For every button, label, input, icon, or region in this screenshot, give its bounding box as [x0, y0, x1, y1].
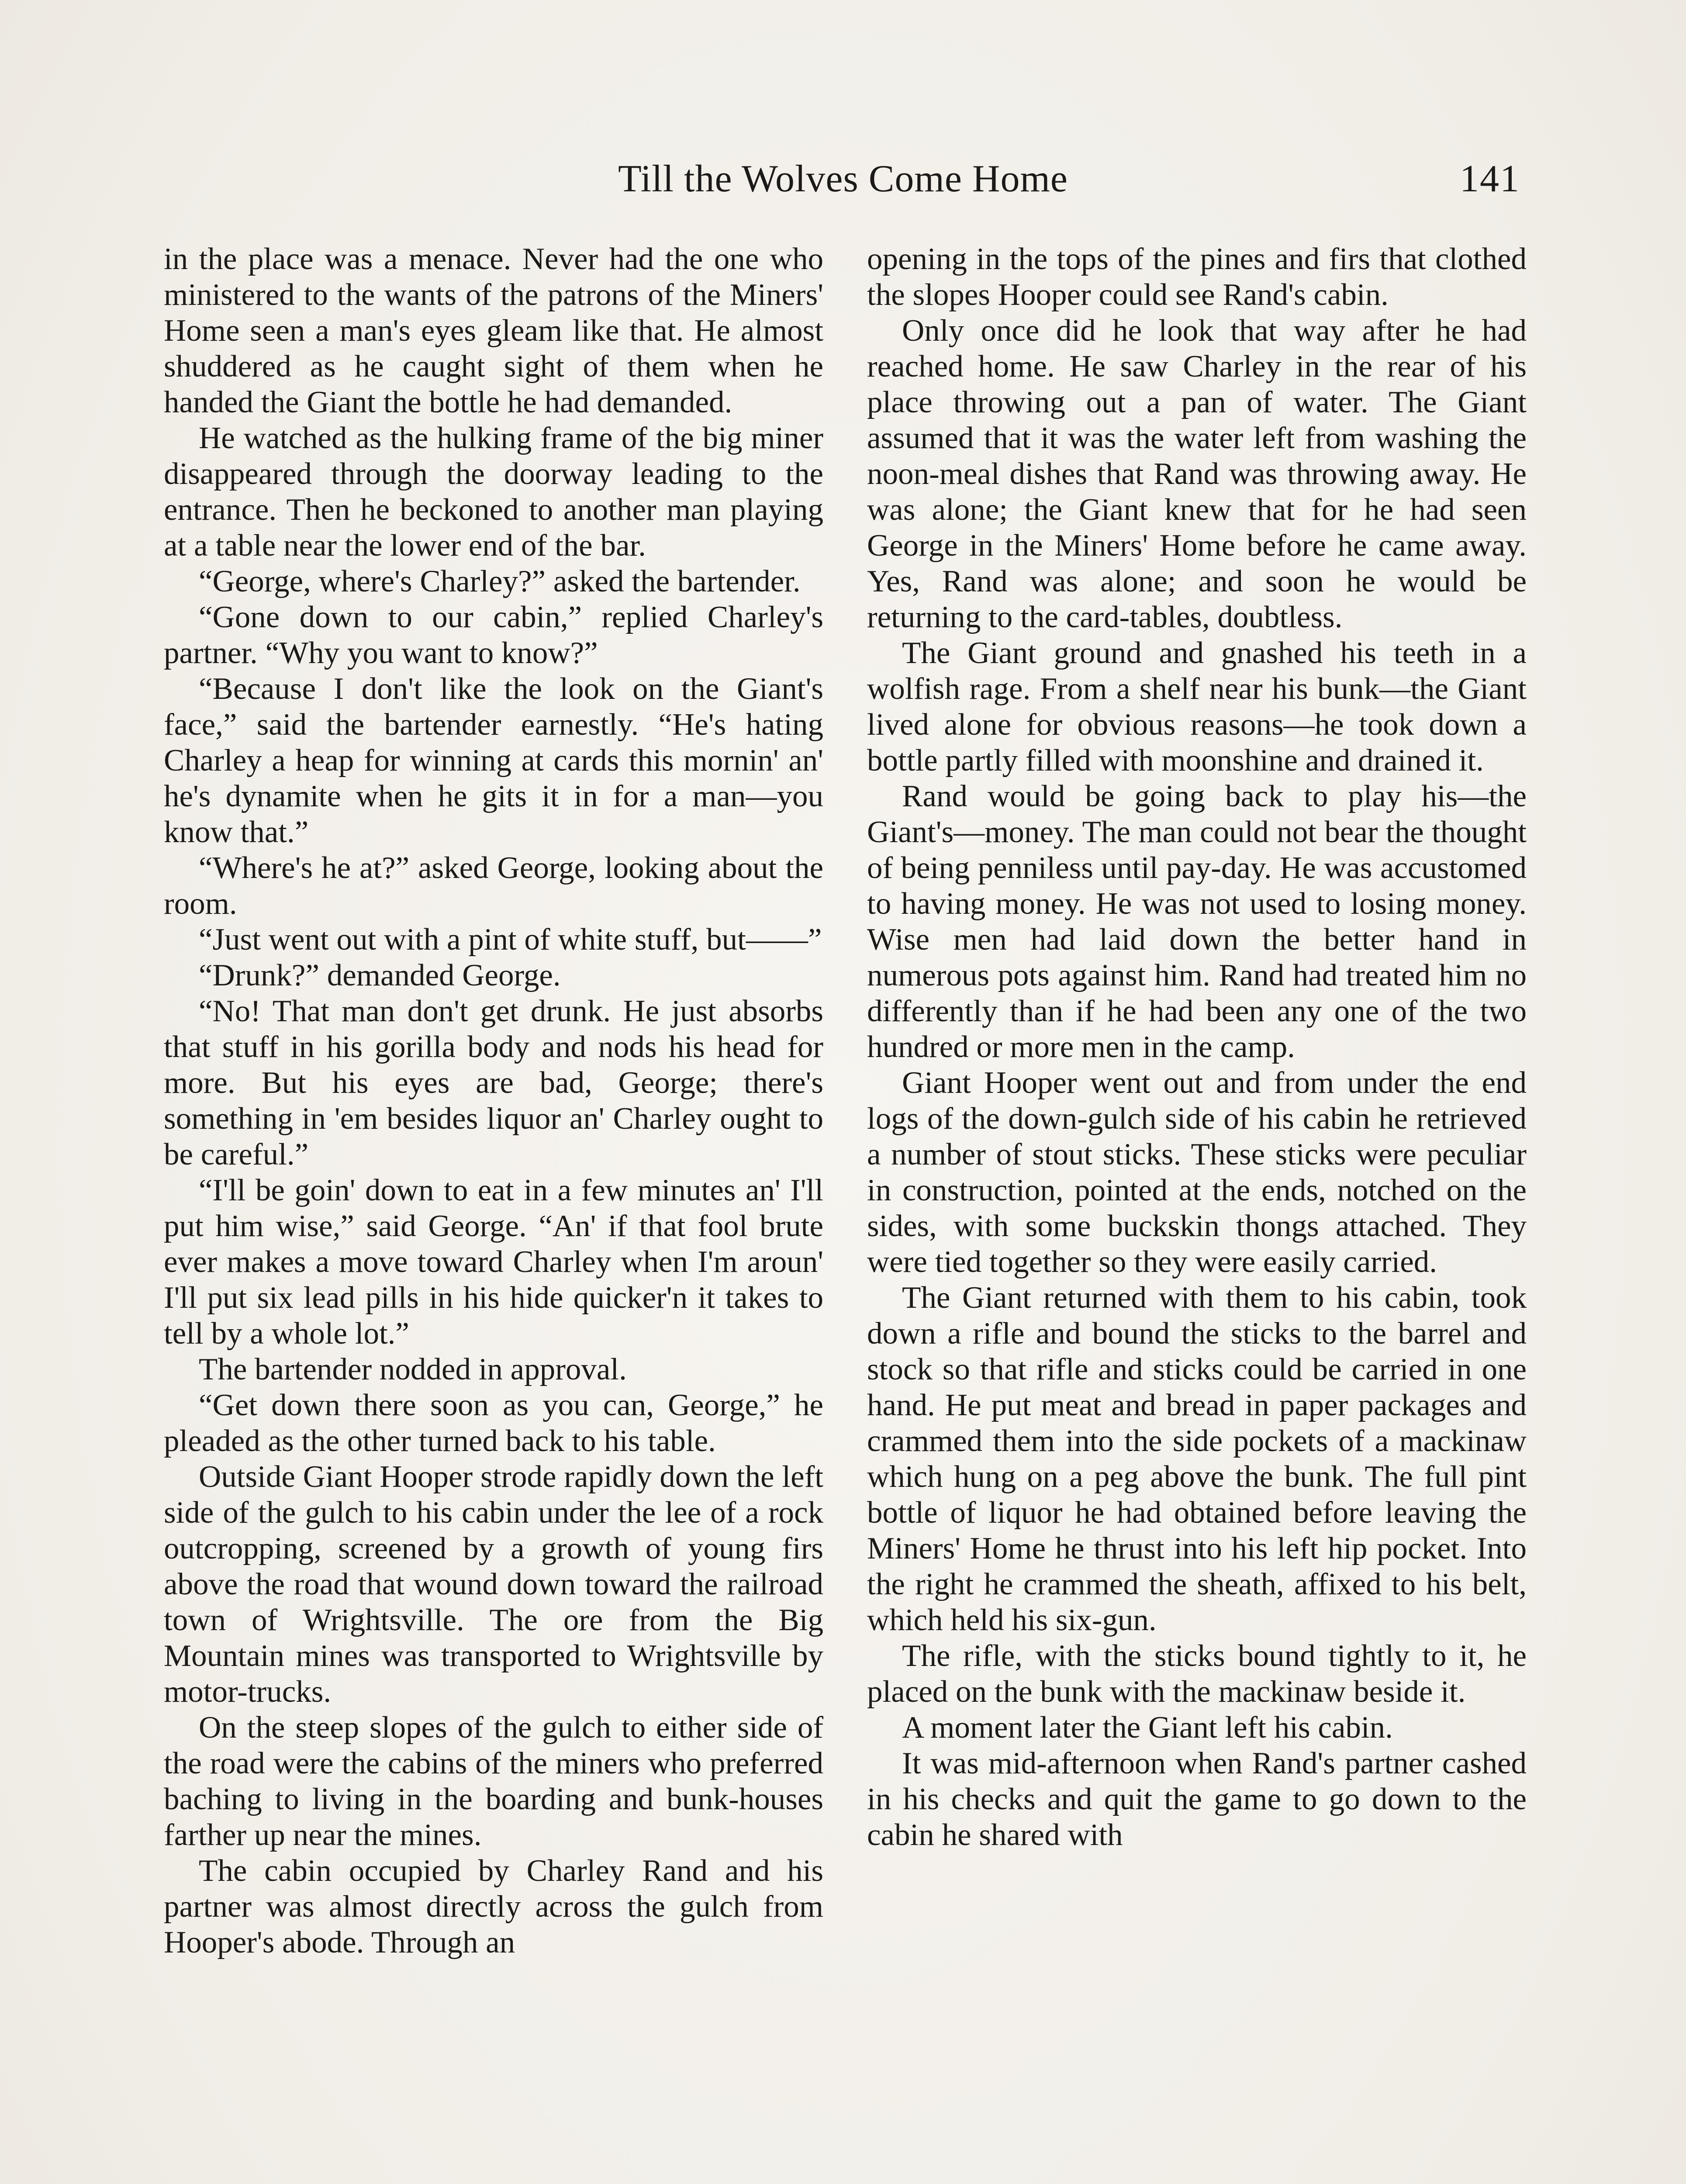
paragraph: A moment later the Giant left his cabin. — [902, 1711, 1393, 1745]
paragraph: It was mid-afternoon when Rand's partner cashed in his checks and quit the game to go down to the cabin he shared with — [867, 1746, 1527, 1852]
paragraph: “Drunk?” demanded George. — [199, 958, 561, 992]
paragraph: “Where's he at?” asked George, looking about the room. — [164, 851, 823, 921]
running-title: Till the Wolves Come Home — [618, 158, 1068, 200]
paragraph: He watched as the hulking frame of the big miner disappeared through the doorway leading to the entrance. Then he beckoned to another man playing at a table near the lower end of the bar. — [164, 421, 823, 563]
paragraph: Giant Hooper went out and from under the end logs of the down-gulch side of his cabin he retrieved a number of stout sticks. These sticks were peculiar in construction, pointed at the ends, notched on the sides, with some buckskin thongs attached. They were tied together so they were easily carried. — [867, 1066, 1527, 1279]
paragraph: On the steep slopes of the gulch to either side of the road were the cabins of the miners who preferred baching to living in the boarding and bunk-houses farther up near the mines. — [164, 1711, 823, 1852]
paragraph: “George, where's Charley?” asked the bartender. — [199, 564, 801, 598]
paragraph: The Giant ground and gnashed his teeth in a wolfish rage. From a shelf near his bunk—the Giant lived alone for obvious reasons—he took down a bottle partly filled with moonshine and drained it. — [867, 636, 1527, 778]
paragraph: The Giant returned with them to his cabin, took down a rifle and bound the sticks to the barrel and stock so that rifle and sticks could be carried in one hand. He put meat and bread in paper packages and crammed them into the side pockets of a mackinaw which hung on a peg above the bunk. The full pint bottle of liquor he had obtained before leaving the Miners' Home he thrust into his left hip pocket. Into the right he crammed the sheath, affixed to his belt, which held his six-gun. — [867, 1281, 1527, 1637]
paragraph: “No! That man don't get drunk. He just absorbs that stuff in his gorilla body and nods his head for more. But his eyes are bad, George; there's something in 'em besides liquor an' Charley ought to be careful.” — [164, 994, 823, 1171]
paragraph: “Just went out with a pint of white stuff, but——” — [199, 923, 822, 957]
paragraph: The bartender nodded in approval. — [199, 1352, 627, 1386]
paragraph: The cabin occupied by Charley Rand and his partner was almost directly across the gulch from Hooper's abode. Through an — [164, 1854, 823, 1959]
running-head — [166, 153, 1520, 205]
paragraph: The rifle, with the sticks bound tightly to it, he placed on the bunk with the mackinaw beside it. — [867, 1639, 1527, 1709]
paragraph: opening in the tops of the pines and firs that clothed the slopes Hooper could see Rand's cabin. — [867, 242, 1527, 312]
paragraph: “Gone down to our cabin,” replied Charley's partner. “Why you want to know?” — [164, 600, 823, 670]
paragraph: “Because I don't like the look on the Giant's face,” said the bartender earnestly. “He's hating Charley a heap for winning at cards this mornin' an' he's dynamite when he gits it in for a man—you know that.” — [164, 672, 823, 849]
paragraph: Outside Giant Hooper strode rapidly down the left side of the gulch to his cabin under the lee of a rock outcropping, screened by a growth of young firs above the road that wound down toward the railroad town of Wrightsville. The ore from the Big Mountain mines was transported to Wrightsville by motor-trucks. — [164, 1460, 823, 1709]
paragraph: “I'll be goin' down to eat in a few minutes an' I'll put him wise,” said George. “An' if that fool brute ever makes a move toward Charley when I'm aroun' I'll put six lead pills in his hide quicker'n it takes to tell by a whole lot.” — [164, 1173, 823, 1351]
left-column — [164, 241, 823, 1960]
paragraph: Only once did he look that way after he had reached home. He saw Charley in the rear of his place throwing out a pan of water. The Giant assumed that it was the water left from washing the noon-meal dishes that Rand was throwing away. He was alone; the Giant knew that for he had seen George in the Miners' Home before he came away. Yes, Rand was alone; and soon he would be returning to the card-tables, doubtless. — [867, 314, 1527, 634]
page-number: 141 — [1460, 158, 1520, 200]
paragraph: Rand would be going back to play his—the Giant's—money. The man could not bear the thought of being penniless until pay-day. He was accustomed to having money. He was not used to losing money. Wise men had laid down the better hand in numerous pots against him. Rand had treated him no differently than if he had been any one of the two hundred or more men in the camp. — [867, 779, 1527, 1064]
paragraph: “Get down there soon as you can, George,” he pleaded as the other turned back to his table. — [164, 1388, 823, 1458]
right-column — [867, 241, 1527, 1853]
paragraph: in the place was a menace. Never had the one who ministered to the wants of the patrons of the Miners' Home seen a man's eyes gleam like that. He almost shuddered as he caught sight of them when he handed the Giant the bottle he had demanded. — [164, 242, 823, 419]
